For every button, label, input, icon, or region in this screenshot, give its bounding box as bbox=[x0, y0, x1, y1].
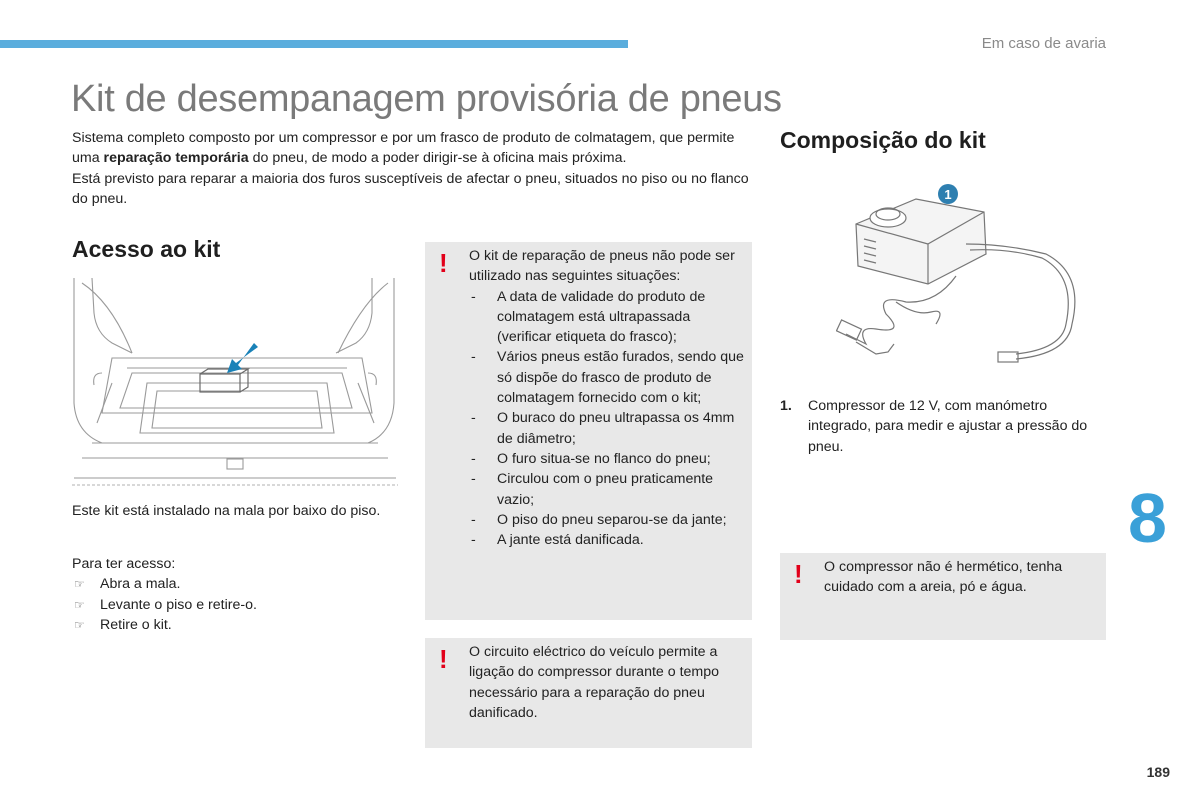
list-item bbox=[469, 449, 744, 469]
access-heading: Acesso ao kit bbox=[72, 236, 221, 262]
list-item bbox=[469, 510, 744, 530]
step-text: Abra a mala. bbox=[100, 576, 181, 593]
intro-text-2: do pneu, de modo a poder dirigir-se à oficina mais próxima. bbox=[248, 150, 627, 167]
item-text: Vários pneus estão furados, sendo que só dispõe do frasco de produto de colmatagem fornecido com o kit; bbox=[497, 349, 744, 407]
dash-bullet: - bbox=[471, 511, 476, 528]
item-text: Circulou com o pneu praticamente vazio; bbox=[497, 471, 714, 508]
list-item bbox=[469, 530, 744, 550]
pointing-hand-icon: ☞ bbox=[74, 597, 85, 612]
restriction-list bbox=[469, 287, 744, 551]
trunk-illustration bbox=[72, 273, 398, 495]
item-text: A data de validade do produto de colmatagem está ultrapassada (verificar etiqueta do frasco); bbox=[497, 288, 706, 346]
item-text: O piso do pneu separou-se da jante; bbox=[497, 511, 727, 528]
warning-icon: ! bbox=[439, 248, 448, 278]
list-item bbox=[469, 408, 744, 449]
intro-paragraph bbox=[72, 128, 752, 209]
page-number: 189 bbox=[1146, 764, 1170, 780]
compressor-illustration bbox=[836, 184, 1086, 380]
composition-heading: Composição do kit bbox=[780, 127, 986, 153]
compressor-caption bbox=[780, 396, 1100, 457]
caption-text: Compressor de 12 V, com manómetro integrado, para medir e ajustar a pressão do pneu. bbox=[808, 398, 1088, 455]
warning-box-compressor bbox=[780, 553, 1106, 640]
item-text: O buraco do pneu ultrapassa os 4mm de diâmetro; bbox=[497, 410, 735, 447]
dash-bullet: - bbox=[471, 532, 476, 549]
intro-text-3: Está previsto para reparar a maioria dos furos susceptíveis de afectar o pneu, situados no piso ou no flanco do pneu. bbox=[72, 170, 749, 207]
step-text: Retire o kit. bbox=[100, 616, 172, 633]
section-title: Em caso de avaria bbox=[981, 35, 1106, 52]
intro-text-1: Sistema completo composto por um compressor e por um frasco de produto de colmatagem, que permite uma bbox=[72, 130, 735, 167]
pointing-hand-icon: ☞ bbox=[74, 617, 85, 632]
dash-bullet: - bbox=[471, 450, 476, 467]
chapter-number: 8 bbox=[1128, 479, 1167, 557]
list-item bbox=[469, 287, 744, 348]
warning-box-restrictions bbox=[425, 242, 752, 620]
caption-number: 1. bbox=[780, 398, 792, 414]
list-item bbox=[72, 615, 392, 635]
list-item bbox=[469, 347, 744, 408]
callout-number: 1 bbox=[944, 187, 952, 202]
pointing-hand-icon: ☞ bbox=[74, 577, 85, 592]
list-item bbox=[72, 595, 392, 615]
warning-content bbox=[469, 246, 744, 550]
list-item bbox=[469, 469, 744, 510]
access-steps bbox=[72, 574, 392, 635]
warning-icon: ! bbox=[439, 644, 448, 674]
dash-bullet: - bbox=[471, 349, 476, 366]
warning-text: O circuito eléctrico do veículo permite a ligação do compressor durante o tempo necessário para a reparação do pneu danificado. bbox=[469, 644, 719, 721]
step-text: Levante o piso e retire-o. bbox=[100, 596, 257, 613]
dash-bullet: - bbox=[471, 288, 476, 305]
warning-intro: O kit de reparação de pneus não pode ser utilizado nas seguintes situações: bbox=[469, 248, 735, 285]
item-text: O furo situa-se no flanco do pneu; bbox=[497, 450, 711, 467]
header-accent-bar bbox=[0, 40, 628, 48]
warning-text: O compressor não é hermético, tenha cuidado com a areia, pó e água. bbox=[824, 559, 1063, 596]
list-item bbox=[72, 574, 392, 594]
access-intro: Para ter acesso: bbox=[72, 556, 176, 572]
installed-text: Este kit está instalado na mala por baixo do piso. bbox=[72, 503, 381, 519]
warning-icon: ! bbox=[794, 559, 803, 589]
page-title: Kit de desempanagem provisória de pneus bbox=[71, 78, 782, 120]
warning-box-circuit bbox=[425, 638, 752, 748]
dash-bullet: - bbox=[471, 471, 476, 488]
item-text: A jante está danificada. bbox=[497, 532, 644, 549]
dash-bullet: - bbox=[471, 410, 476, 427]
intro-bold: reparação temporária bbox=[103, 150, 249, 167]
access-instructions bbox=[72, 554, 392, 635]
